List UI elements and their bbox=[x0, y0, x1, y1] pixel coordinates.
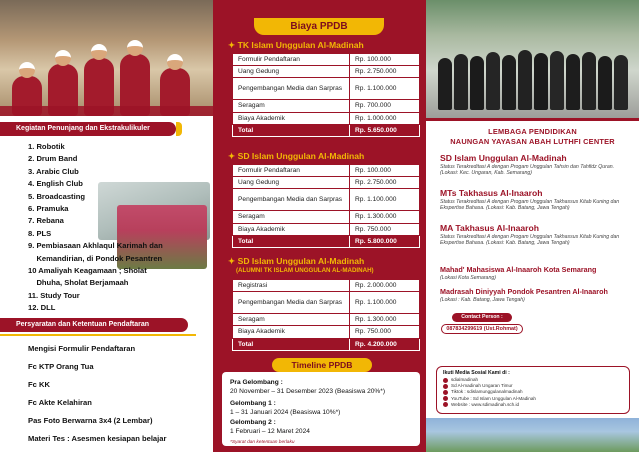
fee-label: Total bbox=[233, 124, 350, 136]
activity-item: 12. DLL bbox=[28, 303, 56, 313]
sd-alumni-subheading: (ALUMNI TK ISLAM UNGGULAN AL-MADINAH) bbox=[236, 267, 374, 274]
social-website[interactable]: Website : www.sdimadinah.sch.id bbox=[443, 402, 623, 408]
facebook-icon bbox=[443, 384, 448, 389]
sd-alumni-heading bbox=[228, 256, 422, 276]
fee-row bbox=[233, 326, 420, 338]
fee-amount: Rp. 100.000 bbox=[350, 165, 420, 177]
decor-stripe bbox=[176, 122, 182, 136]
group-photo bbox=[426, 0, 639, 118]
activity-item: 11. Study Tour bbox=[28, 290, 80, 300]
fee-amount: Rp. 1.000.000 bbox=[350, 112, 420, 124]
activity-item: 7. Rebana bbox=[28, 216, 64, 226]
fee-amount: Rp. 4.200.000 bbox=[350, 338, 420, 350]
requirement-item: Mengisi Formulir Pendaftaran bbox=[28, 344, 136, 353]
requirement-item: Fc Akte Kelahiran bbox=[28, 398, 92, 407]
timeline-note: *Syarat dan ketentuan berlaku bbox=[230, 440, 295, 445]
school-mahad bbox=[440, 265, 632, 281]
fee-amount: Rp. 1.100.000 bbox=[350, 292, 420, 314]
fee-row bbox=[233, 292, 420, 314]
school-desc: (Lokasi Kota Semarang) bbox=[440, 275, 496, 281]
youtube-icon bbox=[443, 396, 448, 401]
activity-item: Kemandirian, di Pondok Pesantren bbox=[28, 253, 163, 263]
timeline-g2-label: Gelombang 2 : bbox=[230, 419, 276, 426]
fee-amount: Rp. 5.800.000 bbox=[350, 235, 420, 247]
social-facebook[interactable]: Sd Al-madinah Ungaran Timur bbox=[443, 383, 623, 389]
fee-row bbox=[233, 54, 420, 66]
school-name: SD Islam Unggulan Al-Madinah bbox=[440, 153, 567, 163]
fee-row bbox=[233, 314, 420, 326]
activities-heading: Kegiatan Penunjang dan Ekstrakulikuler bbox=[0, 122, 176, 136]
sd-alumni-heading-text: SD Islam Unggulan Al-Madinah bbox=[237, 256, 365, 266]
activity-item: 4. English Club bbox=[28, 179, 83, 189]
timeline-box bbox=[222, 372, 420, 446]
activity-item: 1. Robotik bbox=[28, 142, 65, 151]
star-icon: ✦ bbox=[228, 151, 236, 161]
tk-heading bbox=[228, 40, 422, 51]
decor-line bbox=[426, 118, 639, 121]
contact-number[interactable]: 087834299619 (Ust.Rohmat) bbox=[441, 324, 523, 334]
school-mts bbox=[440, 188, 632, 212]
fee-label: Uang Gedung bbox=[233, 66, 350, 78]
school-name: MTs Takhasus Al-Inaaroh bbox=[440, 188, 543, 198]
school-desc: Status Terakreditasi A dengan Progam Unggulan Takhassus Kitab Kuning dan Ekspertise Bahasa. (Lokasi: Kab. Batang, Jawa Tengah) bbox=[440, 199, 620, 212]
school-name: Madrasah Diniyyah Pondok Pesantren Al-Inaaroh bbox=[440, 287, 608, 296]
social-title: Ikuti Media Sosial Kami di : bbox=[443, 370, 510, 376]
fee-label: Formulir Pendaftaran bbox=[233, 165, 350, 177]
timeline-pra-label: Pra Gelombang : bbox=[230, 379, 283, 386]
fee-total-row bbox=[233, 235, 420, 247]
fee-label: Registrasi bbox=[233, 280, 350, 292]
school-sd bbox=[440, 153, 632, 177]
fee-label: Biaya Akademik bbox=[233, 223, 350, 235]
instagram-icon bbox=[443, 378, 448, 383]
fee-total-row bbox=[233, 124, 420, 136]
fee-amount: Rp. 5.650.000 bbox=[350, 124, 420, 136]
decor-line bbox=[0, 334, 196, 336]
fee-label: Seragam bbox=[233, 100, 350, 112]
fee-row bbox=[233, 100, 420, 112]
sd-alumni-fee-table bbox=[232, 279, 420, 351]
timeline-pra-value: 20 November – 31 Desember 2023 (Beasiswa 20%*) bbox=[230, 388, 386, 395]
activity-item: 2. Drum Band bbox=[28, 154, 78, 164]
fee-amount: Rp. 2.750.000 bbox=[350, 177, 420, 189]
activity-item: 6. Pramuka bbox=[28, 204, 69, 214]
star-icon: ✦ bbox=[228, 40, 236, 50]
requirements-heading: Persyaratan dan Ketentuan Pendaftaran bbox=[0, 318, 188, 332]
social-instagram[interactable]: sdialmadinah bbox=[443, 377, 623, 383]
fee-row bbox=[233, 112, 420, 124]
social-box bbox=[436, 366, 630, 414]
contact-label: Contact Person : bbox=[452, 313, 512, 322]
outdoor-photo bbox=[426, 418, 639, 452]
globe-icon bbox=[443, 402, 448, 407]
fee-row bbox=[233, 78, 420, 100]
fee-label: Uang Gedung bbox=[233, 177, 350, 189]
fee-amount: Rp. 100.000 bbox=[350, 54, 420, 66]
fee-amount: Rp. 2.750.000 bbox=[350, 66, 420, 78]
fee-row bbox=[233, 280, 420, 292]
timeline-g1-label: Gelombang 1 : bbox=[230, 400, 276, 407]
star-icon: ✦ bbox=[228, 256, 236, 266]
fee-label: Total bbox=[233, 235, 350, 247]
activity-item: 5. Broadcasting bbox=[28, 191, 85, 201]
tk-fee-table bbox=[232, 53, 420, 137]
fee-label: Biaya Akademik bbox=[233, 326, 350, 338]
activity-item: 10 Amaliyah Keagamaan ; Sholat bbox=[28, 266, 147, 276]
activity-item: 3. Arabic Club bbox=[28, 166, 79, 176]
fee-amount: Rp. 1.300.000 bbox=[350, 314, 420, 326]
fee-amount: Rp. 750.000 bbox=[350, 223, 420, 235]
fee-label: Biaya Akademik bbox=[233, 112, 350, 124]
fee-amount: Rp. 1.100.000 bbox=[350, 78, 420, 100]
fee-row bbox=[233, 223, 420, 235]
sd-fee-table bbox=[232, 164, 420, 248]
org-line2: NAUNGAN YAYASAN ABAH LUTHFI CENTER bbox=[450, 137, 615, 146]
sd-heading-text: SD Islam Unggulan Al-Madinah bbox=[237, 151, 365, 161]
timeline-title: Timeline PPDB bbox=[272, 358, 372, 372]
requirement-item: Pas Foto Berwarna 3x4 (2 Lembar) bbox=[28, 416, 153, 425]
requirements-list bbox=[28, 344, 166, 452]
requirement-item: Fc KTP Orang Tua bbox=[28, 362, 94, 371]
fee-row bbox=[233, 66, 420, 78]
social-tiktok[interactable]: Tiktok : sdislamunggulanalmadinah bbox=[443, 389, 623, 395]
school-name: MA Takhasus Al-Inaaroh bbox=[440, 223, 540, 233]
requirement-item: Fc KK bbox=[28, 380, 50, 389]
fee-amount: Rp. 2.000.000 bbox=[350, 280, 420, 292]
activity-item: 9. Pembiasaan Akhlaqul Karimah dan bbox=[28, 241, 163, 251]
fee-label: Pengembangan Media dan Sarpras bbox=[233, 78, 350, 100]
school-ma bbox=[440, 223, 632, 247]
students-photo bbox=[0, 0, 213, 116]
school-madin bbox=[440, 287, 632, 303]
fee-label: Seragam bbox=[233, 314, 350, 326]
org-line1: LEMBAGA PENDIDIKAN bbox=[488, 127, 577, 136]
requirement-item: Materi Tes : Asesmen kesiapan belajar bbox=[28, 434, 167, 443]
sd-heading bbox=[228, 151, 422, 162]
fee-total-row bbox=[233, 338, 420, 350]
fee-label: Pengembangan Media dan Sarpras bbox=[233, 189, 350, 211]
activity-item: Dhuha, Sholat Berjamaah bbox=[28, 278, 129, 288]
social-youtube[interactable]: YouTube : Sd Islam Unggulan Al-Madinah bbox=[443, 396, 623, 402]
timeline-g2-value: 1 Februari – 12 Maret 2024 bbox=[230, 428, 310, 435]
fee-amount: Rp. 1.300.000 bbox=[350, 211, 420, 223]
tiktok-icon bbox=[443, 390, 448, 395]
fee-amount: Rp. 1.100.000 bbox=[350, 189, 420, 211]
timeline-g1-value: 1 – 31 Januari 2024 (Beasiswa 10%*) bbox=[230, 409, 341, 416]
fee-label: Pengembangan Media dan Sarpras bbox=[233, 292, 350, 314]
fee-title: Biaya PPDB bbox=[254, 18, 384, 35]
fee-row bbox=[233, 177, 420, 189]
fee-row bbox=[233, 189, 420, 211]
school-desc: Status Terakreditasi A dengan Progam Unggulan Takhassus Kitab Kuning dan Ekspertise Bahasa. (Lokasi: Kab. Batang, Jawa Tengah) bbox=[440, 234, 620, 247]
activities-list bbox=[28, 141, 163, 315]
school-desc: Status Terakreditasi A dengan Progam Unggulan Tahsin dan Tahfidz Quran. (Lokasi: Kec. Ungaran, Kab. Semarang) bbox=[440, 164, 615, 177]
fee-label: Formulir Pendaftaran bbox=[233, 54, 350, 66]
school-name: Mahad' Mahasiswa Al-Inaaroh Kota Semarang bbox=[440, 265, 597, 274]
fee-label: Total bbox=[233, 338, 350, 350]
activity-item: 8. PLS bbox=[28, 228, 52, 238]
fee-row bbox=[233, 211, 420, 223]
school-desc: (Lokasi : Kab. Batang, Jawa Tengah) bbox=[440, 297, 525, 303]
tk-heading-text: TK Islam Unggulan Al-Madinah bbox=[237, 40, 364, 50]
fee-row bbox=[233, 165, 420, 177]
fee-label: Seragam bbox=[233, 211, 350, 223]
fee-amount: Rp. 700.000 bbox=[350, 100, 420, 112]
fee-amount: Rp. 750.000 bbox=[350, 326, 420, 338]
